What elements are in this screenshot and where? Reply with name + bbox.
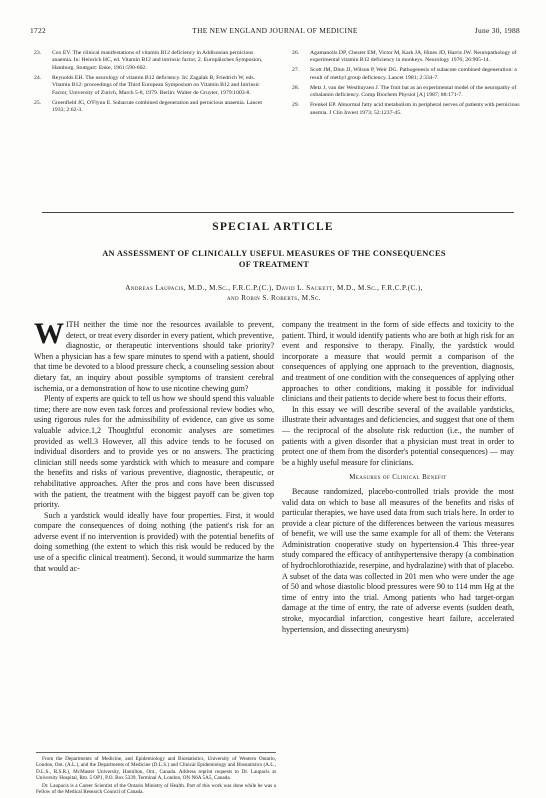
- footnotes: [36, 752, 276, 797]
- page-number: 1722: [30, 26, 46, 35]
- reference-column-right: [292, 50, 522, 120]
- reference-item: 23. Cox EV. The clinical manifestations of vitamin B12 deficiency in Addisonian pernicious anaemia. In: Heinrich HC, ed. Vitamin B12 and intrinsic factor, 2. Europäisches Symposion, Hamburg. Stuttgart: Enke, 1961:590-602.: [34, 50, 263, 71]
- reference-item: 29. Frenkel EP. Abnormal fatty acid metabolism in peripheral nerves of patients with pernicious anemia. J Clin Invest 1973; 52:1237-45.: [292, 102, 520, 116]
- author-list: Andreas Laupacis, M.D., M.Sc., F.R.C.P.(C.), David L. Sackett, M.D., M.Sc., F.R.C.P.(C.), and Robin S. Roberts, M.Sc.: [125, 284, 423, 302]
- body-column-right: [282, 320, 514, 635]
- reference-item: 28. Metz J, van der Westhuyzen J. The fruit bat as an experimental model of the neuropathy of cobalamin deficiency. Comp Biochem Physiol [A] 1987; 88:171-7.: [292, 84, 517, 99]
- body-column-left: [34, 317, 274, 574]
- paragraph: In this essay we will describe several of the available yardsticks, illustrate their advantages and deficiencies, and suggest that one of them — the reciprocal of the absolute risk reduction (i.e., the number of patients with a given disorder that a physician must treat in order to protect one of them from the disorder's potential consequences) — may be a highly useful measure for clinicians.: [282, 404, 514, 467]
- reference-item: 24. Reynolds EH. The neurology of vitamin B12 deficiency. In: Zagalak B, Friedrich W, eds. Vitamin B12: proceedings of the Third European Symposium on Vitamin B12 and Intrinsic Factor, University of Zurich, March 5-8, 1979. Berlin: Walter de Gruyter, 1979:1003-8.: [34, 74, 260, 96]
- article-title: AN ASSESSMENT OF CLINICALLY USEFUL MEASURES OF THE CONSEQUENCES OF TREATMENT: [102, 249, 446, 269]
- issue-date: June 30, 1988: [474, 26, 520, 35]
- paragraph: Such a yardstick would ideally have four properties. First, it would compare the consequences of doing nothing (the patient's risk for an adverse event if no intervention is provided) with the potential benefits of doing something (the extent to which this risk would be reduced by the use of a specific clinical treatment). Second, it would summarize the harm that would ac-: [34, 510, 274, 573]
- reference-item: 25. Greenfield JG, O'Flynn E. Subacute combined degeneration and pernicious anaemia. Lancet 1933; 2:62-3.: [34, 99, 262, 114]
- paragraph: company the treatment in the form of side effects and toxicity to the patient. Third, it would identify patients who are both at high risk for an event and responsive to therapy. Finally, the yardstick would incorporate a measure that would permit a comparison of the consequences of applying one approach to the prevention, diagnosis, and treatment of one condition with the consequences of applying other approaches to other conditions, making it possible for individual clinicians and their patients to decide where best to focus their efforts.: [282, 320, 514, 404]
- section-heading: SPECIAL ARTICLE: [212, 221, 334, 233]
- subsection-heading: Measures of Clinical Benefit: [349, 474, 447, 482]
- reference-item: 26. Agamanolis DP, Chester EM, Victor M, Kark JA, Hines JD, Harris JW. Neuropathology of experimental vitamin B12 deficiency in monkeys. Neurology 1976; 26:905-14.: [292, 50, 517, 64]
- footnote-affiliation: From the Departments of Medicine, and Epidemiology and Biostatistics, University of Western Ontario, London, Ont. (A.L.), and the Departments of Medicine (D.L.S.) and Clinical Epidemiology and Biostatistics (A.L., D.L.S., R.S.R.), McMaster University, Hamilton, Ont., Canada. Address reprint requests to Dr. Laupacis at University Hospital, Rm. 5 OP1, P.O. Box 5339, Terminal A, London, ON N6A 5A5, Canada.: [36, 756, 276, 781]
- reference-column-left: [34, 50, 264, 117]
- section-divider: [42, 212, 514, 213]
- paragraph: Because randomized, placebo-controlled trials provide the most valid data on which to base all measures of the benefits and risks of particular therapies, we have used data from such trials here. In order to provide a clear picture of the differences between the various measures of benefit, we will use the same example for all of them: the Veterans Administration cooperative study on hypertension.4 This three-year study compared the efficacy of antihypertensive therapy (a combination of hydrochlorothiazide, reserpine, and hydralazine) with that of placebo. A subset of the data was collected in 201 men who were under the age of 50 and whose diastolic blood pressures were 90 to 114 mm Hg at the time of entry into the trial. Among patients who had target-organ damage at the time of entry, the rate of adverse events (sudden death, stroke, myocardial infarction, congestive heart failure, accelerated hypertension, and dissecting aneurysm): [282, 486, 514, 634]
- running-header: [30, 26, 520, 38]
- reference-item: 27. Scott JM, Dinn JJ, Wilson P, Weir DG. Pathogenesis of subacute combined degeneration: a result of methyl group deficiency. Lancet 1981; 2:334-7.: [292, 67, 517, 81]
- journal-name: THE NEW ENGLAND JOURNAL OF MEDICINE: [192, 26, 358, 35]
- drop-cap: W: [34, 317, 64, 350]
- footnote-funding: Dr. Laupacis is a Career Scientist of the Ontario Ministry of Health. Part of this work was done while he was a Fellow of the Medical Research Council of Canada.: [36, 782, 276, 795]
- paragraph: WITH neither the time nor the resources available to prevent, detect, or treat every disorder in every patient, which preventive, diagnostic, or therapeutic interventions should take priority? When a physician has a few spare minutes to spend with a patient, should that time be devoted to a blood pressure check, a counseling session about dietary fat, an inquiry about possible symptoms of transient cerebral ischemia, or a demonstration of how to use nicotine chewing gum?: [34, 317, 274, 393]
- paragraph: Plenty of experts are quick to tell us how we should spend this valuable time; there are now even task forces and professional review bodies who, using rigorous rules for the admissibility of evidence, can give us some valuable advice.1,2 Thoughtful economic analyses are sometimes provided as well.3 However, all this advice tends to be focused on individual disorders and to provide yes or no answers. The practicing clinician still needs some yardstick with which to measure and compare the benefits and risks of various preventive, diagnostic, therapeutic, or rehabilitative approaches. After the pros and cons have been discussed with the patient, the treatment with the biggest payoff can be given top priority.: [34, 394, 274, 510]
